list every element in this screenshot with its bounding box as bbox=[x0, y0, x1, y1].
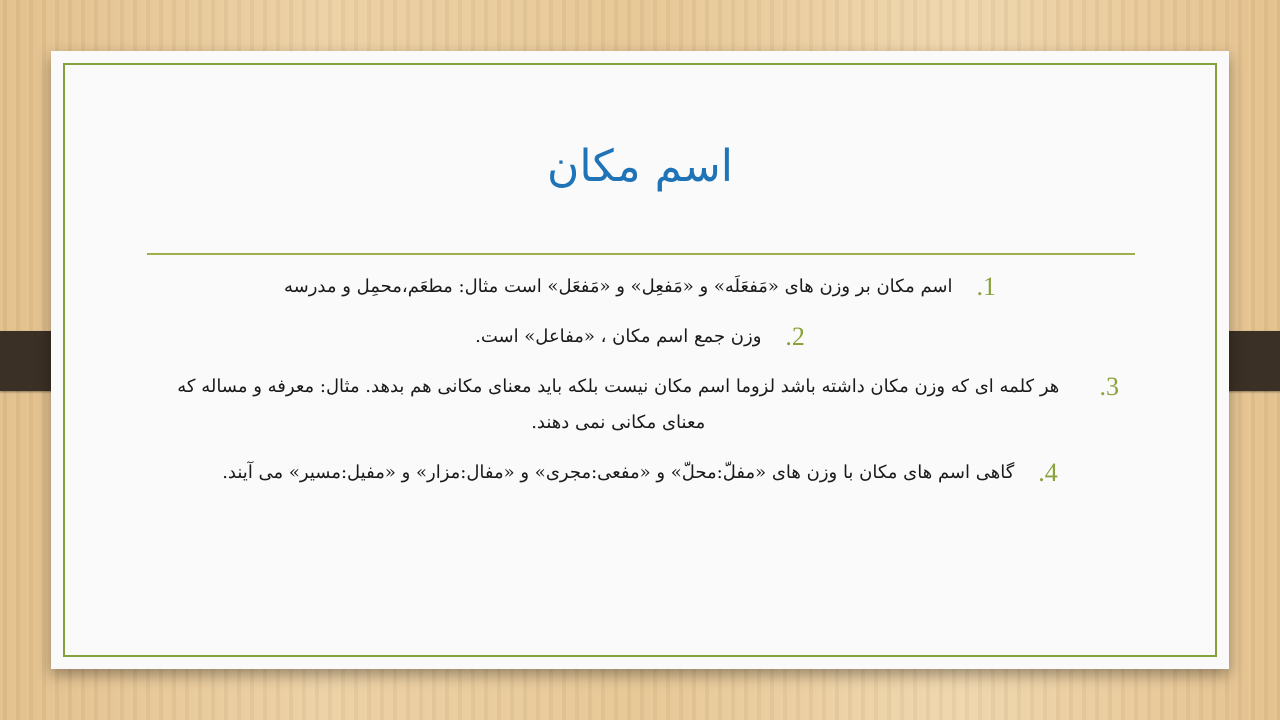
item-number: .1 bbox=[976, 272, 997, 301]
item-number: .3 bbox=[1099, 372, 1119, 401]
slide bbox=[51, 51, 1229, 669]
slide-title: اسم مکان bbox=[547, 141, 733, 192]
list-item bbox=[161, 369, 1119, 441]
item-text: وزن جمع اسم مکان ، «مفاعل» است. bbox=[475, 326, 762, 347]
item-text: هر کلمه ای که وزن مکان داشته باشد لزوما اسم مکان نیست بلکه باید معنای مکانی هم بدهد. مثال: معرفه و مساله که معنای مکانی نمی دهند. bbox=[177, 376, 1060, 433]
bullet-list bbox=[161, 269, 1119, 505]
item-text: اسم مکان بر وزن های «مَفعَلَه» و «مَفعِل» و «مَفعَل» است مثال: مطعَم،محمِل و مدرسه bbox=[283, 276, 953, 297]
list-item bbox=[161, 269, 1119, 305]
item-number: .2 bbox=[785, 322, 805, 351]
item-text: گاهی اسم های مکان با وزن های «مفلّ:محلّ» و «مفعی:مجری» و «مفال:مزار» و «مفیل:مسیر» می آیند. bbox=[222, 462, 1015, 483]
item-number: .4 bbox=[1038, 458, 1058, 487]
title-divider bbox=[147, 253, 1135, 255]
list-item bbox=[161, 319, 1119, 355]
list-item bbox=[161, 455, 1119, 491]
